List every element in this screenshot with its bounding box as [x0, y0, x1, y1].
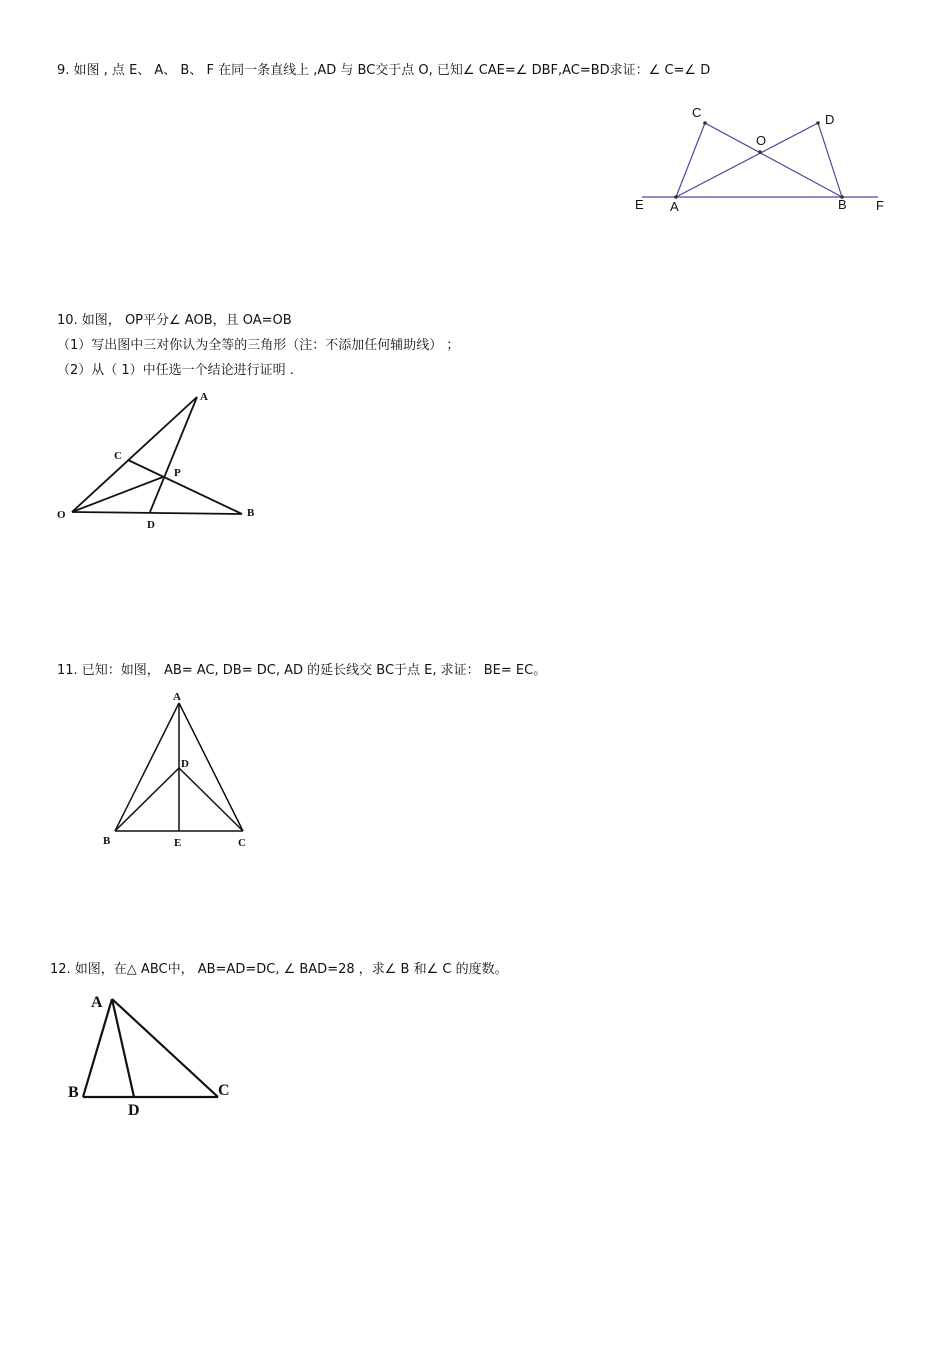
problem-11-text: 11. 已知：如图， AB= AC, DB= DC, AD 的延长线交 BC于点 E, 求证： BE= EC。: [57, 663, 547, 678]
label-B: B: [838, 197, 847, 212]
label-E: E: [635, 197, 644, 212]
problem-12-text: 12. 如图，在△ ABC中， AB=AD=DC, ∠ BAD=28 ，求∠ B 和∠ C 的度数。: [50, 962, 508, 977]
label-C: C: [114, 450, 122, 462]
label-B: B: [68, 1084, 79, 1101]
label-D: D: [128, 1102, 140, 1119]
figure-10: [50, 385, 270, 535]
label-C: C: [238, 837, 246, 849]
problem-10-text: 10. 如图， OP平分∠ AOB，且 OA=OB: [57, 313, 292, 328]
label-A: A: [200, 391, 208, 403]
label-B: B: [247, 507, 255, 519]
label-D: D: [181, 758, 189, 770]
label-F: F: [876, 198, 884, 213]
label-O: O: [756, 133, 767, 148]
figure-12: [62, 985, 262, 1125]
label-C: C: [218, 1082, 230, 1099]
label-P: P: [174, 467, 181, 479]
label-A: A: [670, 199, 679, 214]
label-A: A: [91, 994, 103, 1011]
label-O: O: [57, 509, 66, 521]
figure-9: [630, 100, 890, 220]
figure-11: [95, 685, 265, 855]
label-C: C: [692, 105, 702, 120]
problem-10-sub2: （2）从（ 1）中任选一个结论进行证明 .: [57, 363, 294, 378]
label-D: D: [147, 519, 155, 531]
label-D: D: [825, 112, 835, 127]
problem-10-sub1: （1）写出图中三对你认为全等的三角形（注：不添加任何辅助线） ；: [57, 338, 460, 353]
problem-9-text: 9. 如图 , 点 E、 A、 B、 F 在同一条直线上 ,AD 与 BC交于点 O, 已知∠ CAE=∠ DBF,AC=BD求证：∠ C=∠ D: [57, 63, 711, 78]
label-E: E: [174, 837, 182, 849]
label-B: B: [103, 835, 111, 847]
label-A: A: [173, 691, 181, 703]
